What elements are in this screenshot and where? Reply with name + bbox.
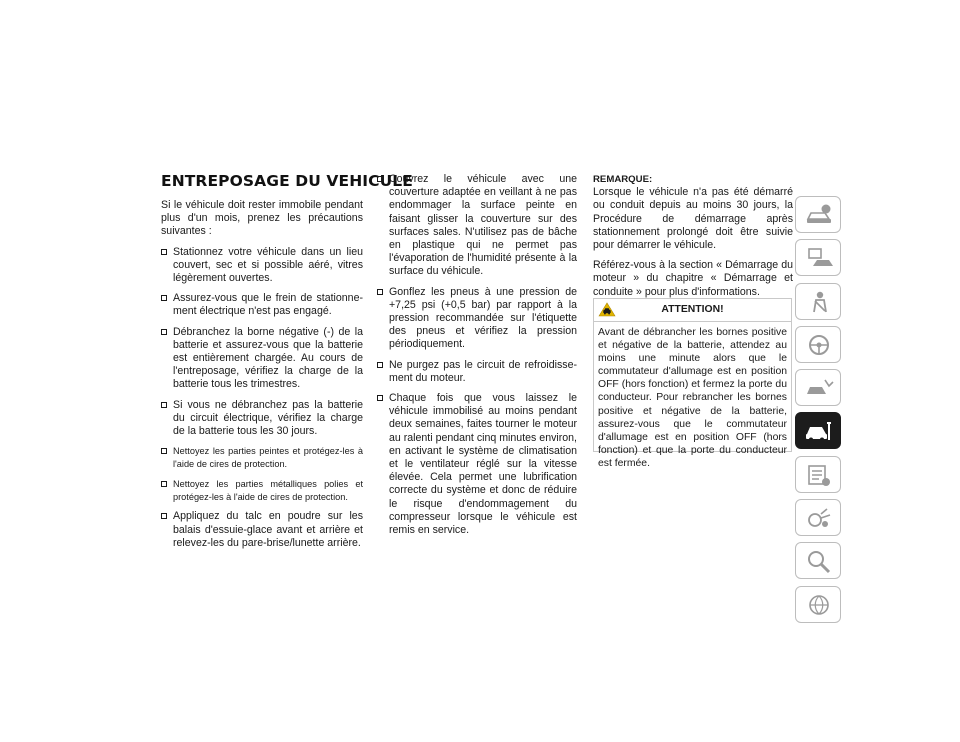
checkbox-bullet-icon <box>161 481 167 487</box>
car-safety-icon <box>805 246 835 271</box>
checkbox-bullet-icon <box>377 362 383 368</box>
tab-search-index[interactable] <box>795 542 841 579</box>
checkbox-bullet-icon <box>161 249 167 255</box>
storage-steps-list-2 <box>377 173 577 537</box>
remark-label: REMARQUE: <box>593 174 653 185</box>
tab-car-safety[interactable] <box>795 239 841 276</box>
intro-paragraph: Si le véhicule doit rester immobile pendant plus d'un mois, prenez les précautions suivantes : <box>161 199 363 238</box>
list-item: Chaque fois que vous laissez le véhicule immobilisé au moins pendant deux semaines, faites tourner le moteur au ralenti pendant cinq minutes environ, en activant le système de climatisation et le ventilateur réglé sur la vitesse élevée. Cela permet une lubrification correcte du système et donc de réduire le risque d'endommagement du compresseur lorsque le véhicule est remis en service. <box>377 392 577 537</box>
magnifier-icon <box>805 549 835 574</box>
maintenance-schedule-icon <box>805 463 835 488</box>
tab-language[interactable] <box>795 586 841 623</box>
checkbox-bullet-icon <box>161 329 167 335</box>
tab-steering-wheel[interactable] <box>795 326 841 363</box>
storage-steps-list-1 <box>161 246 363 550</box>
tab-car-info[interactable] <box>795 196 841 233</box>
list-item: Gonflez les pneus à une pression de +7,25 psi (+0,5 bar) par rapport à la pression recommandée sur l'étiquette des pneus et vérifiez la pression périodiquement. <box>377 286 577 352</box>
multimedia-icon <box>805 506 835 531</box>
list-item: Si vous ne débranchez pas la batterie du circuit électrique, vérifiez la charge de la batterie tous les 30 jours. <box>161 399 363 439</box>
checkbox-bullet-icon <box>161 513 167 519</box>
list-item: Assurez-vous que le frein de stationnement électrique n'est pas engagé. <box>161 292 363 318</box>
chapter-tabs <box>795 196 841 629</box>
column-3 <box>593 173 793 299</box>
steering-wheel-icon <box>805 333 835 358</box>
tab-maintenance-schedule[interactable] <box>795 456 841 493</box>
list-item: Appliquez du talc en poudre sur les balais d'essuie-glace avant et arrière et relevez-les du pare-brise/lunette arrière. <box>161 510 363 550</box>
tab-car-service[interactable] <box>795 412 841 449</box>
column-2 <box>377 173 577 544</box>
car-warning-icon <box>598 302 616 327</box>
car-info-icon <box>805 203 835 228</box>
list-item: Ne purgez pas le circuit de refroidissement du moteur. <box>377 359 577 385</box>
seat-belt-icon <box>805 290 835 315</box>
checkbox-bullet-icon <box>377 395 383 401</box>
list-item: Couvrez le véhicule avec une couverture adaptée en veillant à ne pas endommager la surface peinte en faisant glisser la couverture sur des surfaces sales. N'utilisez pas de bâche en plastique qui ne permet pas l'évaporation de l'humidité présente à la surface du véhicule. <box>377 173 577 279</box>
list-item: Nettoyez les parties peintes et protégez-les à l'aide de cires de protection. <box>161 445 363 471</box>
warning-heading: ATTENTION! <box>661 304 724 315</box>
remark-text: Lorsque le véhicule n'a pas été démarré ou conduit depuis au moins 30 jours, la Procédure de démarrage après stationnement prolongé doit être suivie pour démarrer le véhicule. <box>593 186 793 252</box>
reference-text: Référez-vous à la section « Démarrage du moteur » du chapitre « Démarrage et conduite » pour plus d'informations. <box>593 259 793 298</box>
checkbox-bullet-icon <box>377 176 383 182</box>
column-1 <box>161 199 363 557</box>
page-title: ENTREPOSAGE DU VEHICULE <box>161 172 413 190</box>
tab-car-crash[interactable] <box>795 369 841 406</box>
car-service-icon <box>805 419 835 444</box>
car-crash-icon <box>805 376 835 401</box>
list-item: Nettoyez les parties métalliques polies et protégez-les à l'aide de cires de protection. <box>161 478 363 504</box>
checkbox-bullet-icon <box>161 402 167 408</box>
checkbox-bullet-icon <box>161 295 167 301</box>
tab-multimedia[interactable] <box>795 499 841 536</box>
language-icon <box>805 593 835 618</box>
warning-header <box>594 299 791 322</box>
warning-text: Avant de débrancher les bornes positive et négative de la batterie, attendez au moins une minute alors que le commutateur d'allumage est en position OFF (hors fonction) et fermez la porte du conducteur. Pour rebrancher les bornes positive et négative de la batterie, assurez-vous que le commutateur d'allumage est en position OFF (hors fonction) et que la porte du conducteur est fermée. <box>598 327 787 469</box>
tab-seat-belt[interactable] <box>795 283 841 320</box>
list-item: Débranchez la borne négative (-) de la batterie et assurez-vous que la batterie est entièrement chargée. Au cours de l'entreposage, vérifiez la charge de la batterie tous les trimestres. <box>161 326 363 392</box>
warning-box <box>593 298 792 469</box>
checkbox-bullet-icon <box>377 289 383 295</box>
checkbox-bullet-icon <box>161 448 167 454</box>
list-item: Stationnez votre véhicule dans un lieu couvert, sec et si possible aéré, vitres légèrement ouvertes. <box>161 246 363 286</box>
